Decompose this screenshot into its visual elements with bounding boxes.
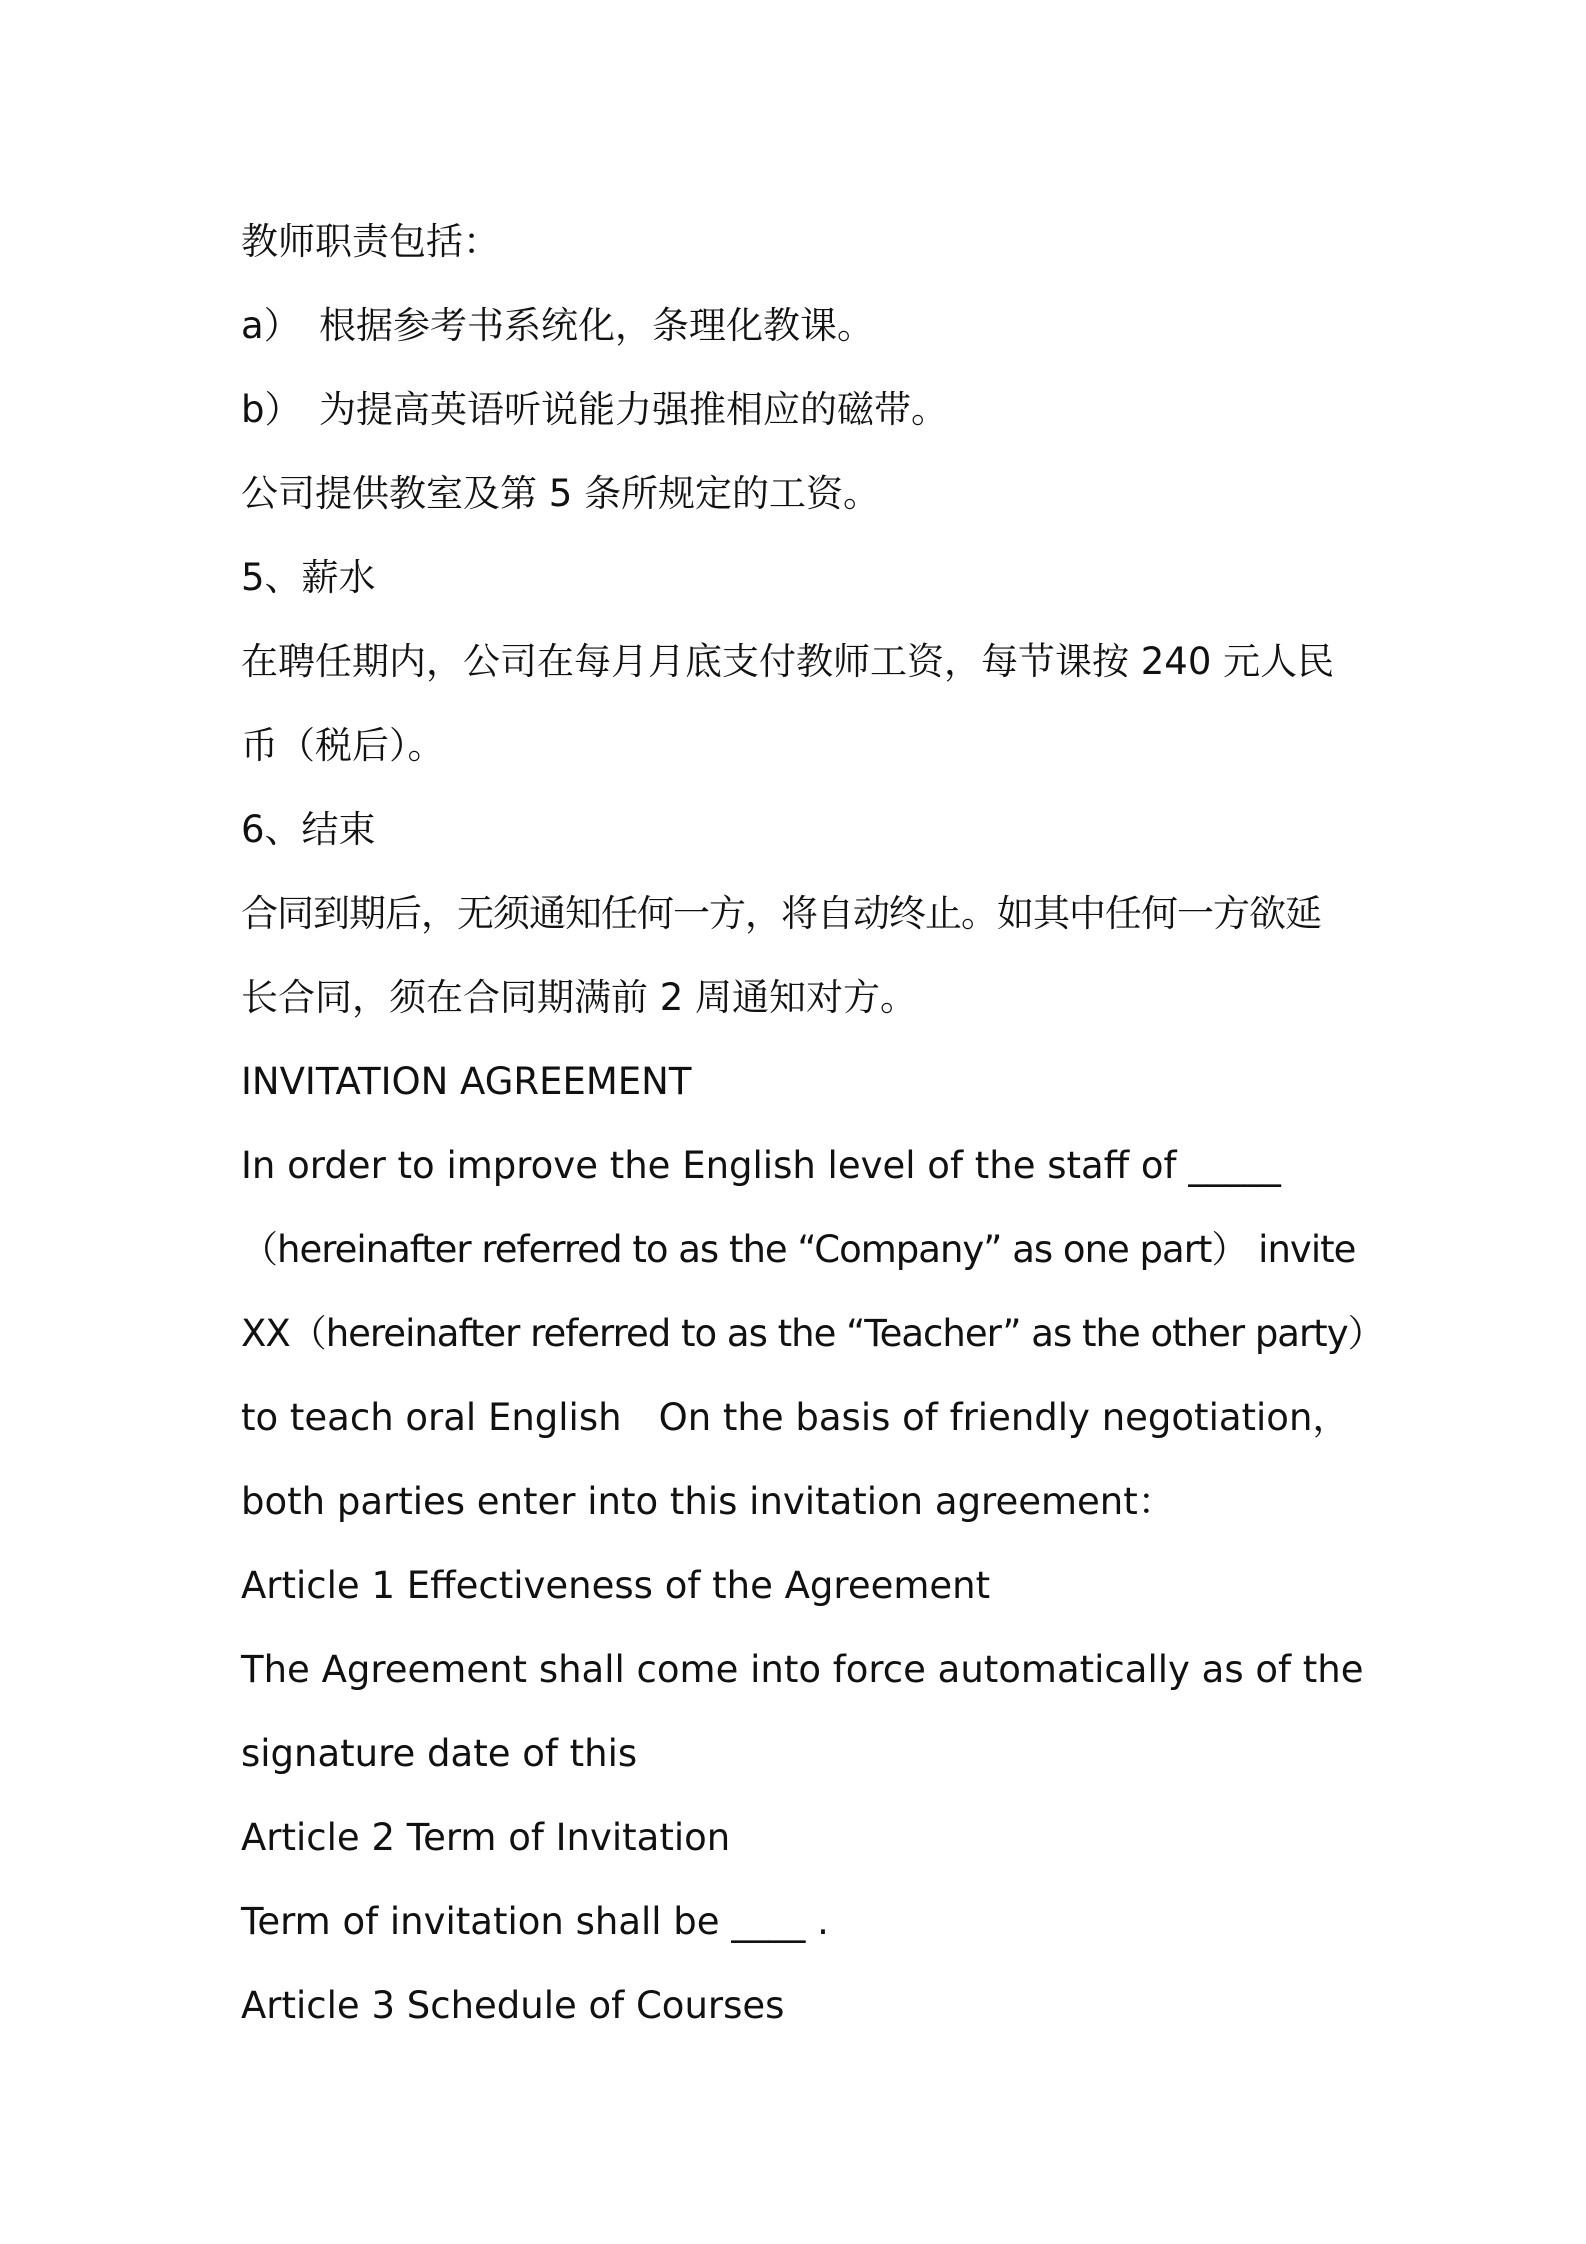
salary-heading: 5、薪水 xyxy=(241,556,376,599)
salary-text-line-1: 在聘任期内，公司在每月月底支付教师工资，每节课按 240 元人民 xyxy=(241,640,1335,683)
salary-text-line-2: 币（税后）。 xyxy=(241,724,445,767)
duty-text-b: 为提高英语听说能力强推相应的磁带。 xyxy=(319,388,948,431)
duty-text-a: 根据参考书系统化，条理化教课。 xyxy=(319,304,874,347)
article-1-text-line-1: The Agreement shall come into force automatically as of the xyxy=(241,1648,1364,1691)
intro-line-2: （hereinafter referred to as the “Company” as one part） invite xyxy=(241,1228,1356,1271)
article-1-text-line-2: signature date of this xyxy=(241,1732,638,1775)
intro-line-5: both parties enter into this invitation agreement： xyxy=(241,1480,1175,1523)
intro-line-1: In order to improve the English level of the staff of _____ xyxy=(241,1144,1281,1187)
article-2-heading: Article 2 Term of Invitation xyxy=(241,1816,731,1859)
article-2-text: Term of invitation shall be ____ . xyxy=(241,1900,829,1943)
duty-item-a xyxy=(241,284,1351,368)
company-provides-text: 公司提供教室及第 5 条所规定的工资。 xyxy=(241,472,881,515)
termination-heading: 6、结束 xyxy=(241,808,376,851)
duty-marker-b: b） xyxy=(241,388,302,431)
intro-line-4: to teach oral English On the basis of friendly negotiation， xyxy=(241,1396,1350,1439)
agreement-title: INVITATION AGREEMENT xyxy=(241,1060,692,1103)
document-body xyxy=(241,200,1384,2048)
termination-text-line-2: 长合同，须在合同期满前 2 周通知对方。 xyxy=(241,976,918,1019)
duties-heading: 教师职责包括： xyxy=(241,220,500,263)
article-3-heading: Article 3 Schedule of Courses xyxy=(241,1984,785,2027)
termination-text-line-1: 合同到期后，无须通知任何一方，将自动终止。如其中任何一方欲延 xyxy=(241,892,1321,935)
duty-marker-a: a） xyxy=(241,304,301,347)
article-1-heading: Article 1 Effectiveness of the Agreement xyxy=(241,1564,991,1607)
intro-line-3: XX（hereinafter referred to as the “Teacher” as the other party） xyxy=(241,1312,1384,1355)
duty-item-b xyxy=(241,368,1351,452)
